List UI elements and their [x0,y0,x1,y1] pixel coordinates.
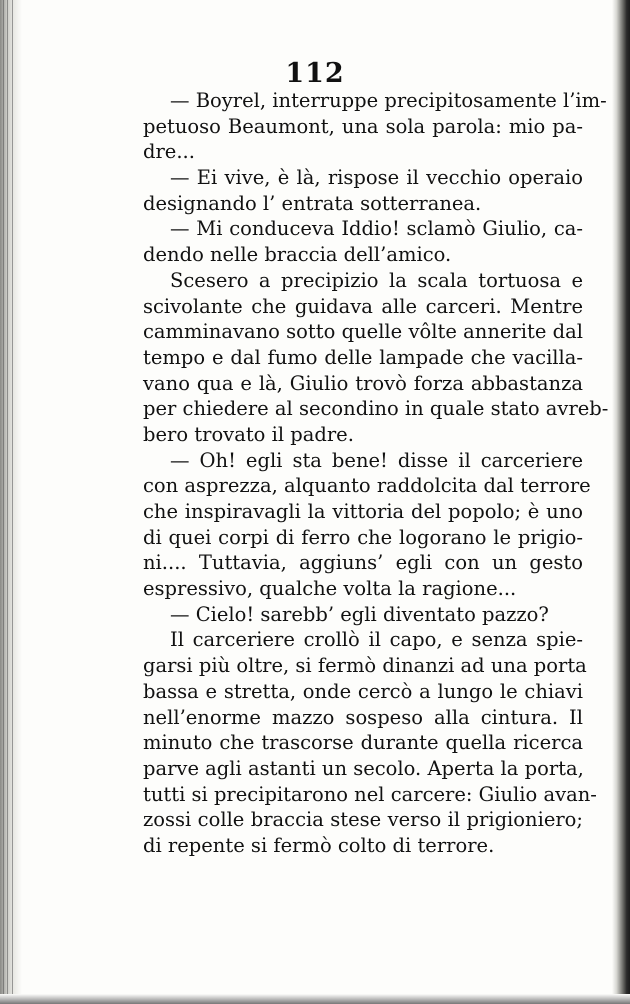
text-line: nell’enorme mazzo sospeso alla cintura. Il [143,705,583,729]
text-line: — Oh! egli sta bene! disse il carceriere [170,448,583,472]
page-bottom-edge [0,994,630,1004]
text-line: che inspiravagli la vittoria del popolo; è uno [143,500,583,523]
text-line: petuoso Beaumont, una sola parola: mio pa- [143,114,583,138]
text-line: bero trovato il padre. [143,422,354,446]
text-line: bassa e stretta, onde cercò a lungo le chiavi [143,679,583,703]
page-right-edge [612,0,630,1004]
text-line: — Boyrel, interruppe precipitosamente l’im- [170,89,607,112]
text-line: — Mi conduceva Iddio! sclamò Giulio, ca- [170,217,583,241]
text-line: di repente si fermò colto di terrore. [143,833,495,857]
text-line: garsi più oltre, si fermò dinanzi ad una porta [143,654,587,678]
text-line: dendo nelle braccia dell’amico. [143,243,452,267]
text-line: di quei corpi di ferro che logorano le prigio- [143,525,583,549]
body-text [143,88,609,859]
text-line: camminavano sotto quelle vôlte annerite dal [143,320,583,344]
text-line: — Cielo! sarebb’ egli diventato pazzo? [170,602,549,626]
text-line: con asprezza, alquanto raddolcita dal terrore [143,474,591,498]
text-line: espressivo, qualche volta la ragione... [143,577,517,601]
text-line: tempo e dal fumo delle lampade che vacilla- [143,345,583,369]
text-line: designando l’ entrata sotterranea. [143,191,482,215]
text-line: — Ei vive, è là, rispose il vecchio operaio [170,166,583,190]
text-line: Il carceriere crollò il capo, e senza spie- [170,628,583,652]
text-line: scivolante che guidava alle carceri. Mentre [143,294,583,318]
page-number: 112 [285,58,345,89]
text-line: dre... [143,140,195,164]
text-line: vano qua e là, Giulio trovò forza abbastanza [143,371,583,395]
page-left-binding-edge [0,0,22,1004]
text-line: tutti si precipitarono nel carcere: Giulio avan- [143,782,597,806]
text-line: per chiedere al secondino in quale stato avreb- [143,397,609,421]
text-line: minuto che trascorse durante quella ricerca [143,731,583,755]
text-line: Scesero a precipizio la scala tortuosa e [170,268,583,292]
text-line: parve agli astanti un secolo. Aperta la porta, [143,756,584,780]
text-line: ni.... Tuttavia, aggiuns’ egli con un gesto [143,551,583,575]
text-line: zossi colle braccia stese verso il prigioniero; [143,808,583,832]
